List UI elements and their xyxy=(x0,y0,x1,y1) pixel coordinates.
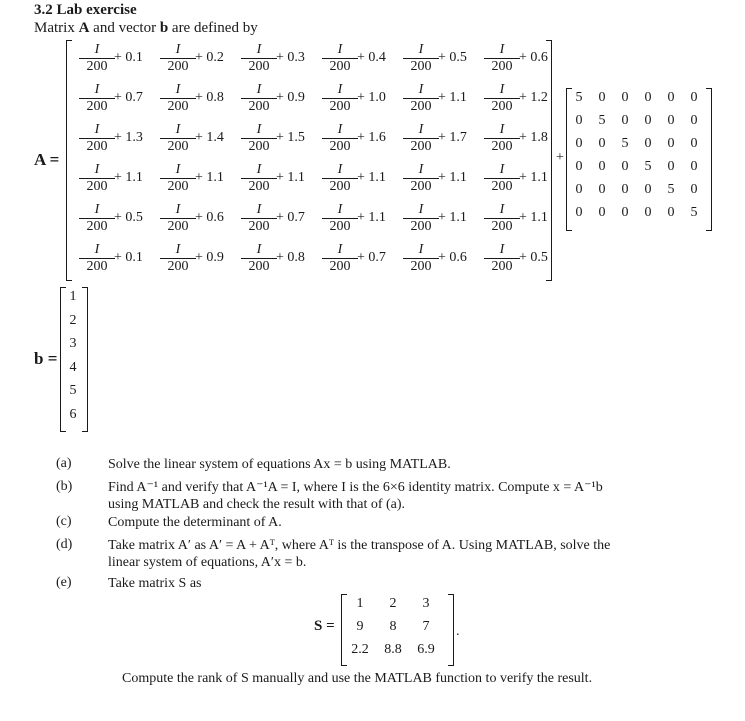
matrix-a-addend: + 0.6 xyxy=(438,250,467,265)
fraction-numerator: I xyxy=(337,82,343,97)
matrix-a-entry xyxy=(479,82,559,122)
matrix-plus-sign: + xyxy=(556,150,564,165)
matrix-a-fraction xyxy=(322,122,358,154)
diag-matrix-cell: 0 xyxy=(667,113,675,128)
matrix-a-addend: + 1.1 xyxy=(195,170,224,185)
fraction-denominator: 200 xyxy=(410,139,432,154)
matrix-a-addend: + 0.7 xyxy=(276,210,305,225)
fraction-numerator: I xyxy=(418,122,424,137)
matrix-s-period: . xyxy=(456,624,460,639)
fraction-denominator: 200 xyxy=(410,179,432,194)
fraction-numerator: I xyxy=(256,162,262,177)
matrix-a-addend: + 1.5 xyxy=(276,130,305,145)
matrix-a-addend: + 0.7 xyxy=(357,250,386,265)
fraction-numerator: I xyxy=(337,162,343,177)
fraction-denominator: 200 xyxy=(248,179,270,194)
fraction-denominator: 200 xyxy=(86,219,108,234)
fraction-denominator: 200 xyxy=(410,259,432,274)
matrix-a-fraction xyxy=(79,42,115,74)
fraction-numerator: I xyxy=(175,242,181,257)
matrix-a-entry xyxy=(479,122,559,162)
question-text-line: Take matrix A′ as A′ = A + Aᵀ, where Aᵀ is the transpose of A. Using MATLAB, solve the xyxy=(108,538,611,553)
fraction-numerator: I xyxy=(418,202,424,217)
matrix-a-fraction xyxy=(160,122,196,154)
vector-b-entry: 3 xyxy=(69,336,77,351)
matrix-a-addend: + 0.8 xyxy=(276,250,305,265)
diag-matrix-cell: 0 xyxy=(598,159,606,174)
diag-matrix-cell: 0 xyxy=(621,159,629,174)
fraction-denominator: 200 xyxy=(86,139,108,154)
fraction-denominator: 200 xyxy=(410,99,432,114)
matrix-a-fraction xyxy=(484,242,520,274)
diag-matrix-cell: 0 xyxy=(667,159,675,174)
matrix-a-addend: + 1.1 xyxy=(438,90,467,105)
question-text-line: Solve the linear system of equations Ax = b using MATLAB. xyxy=(108,457,451,472)
matrix-a-fraction xyxy=(484,42,520,74)
matrix-a-addend: + 0.6 xyxy=(519,50,548,65)
diag-matrix-cell: 0 xyxy=(644,136,652,151)
fraction-denominator: 200 xyxy=(86,99,108,114)
fraction-numerator: I xyxy=(94,202,100,217)
matrix-a-fraction xyxy=(241,42,277,74)
matrix-a-addend: + 1.0 xyxy=(357,90,386,105)
matrix-a-entry xyxy=(479,162,559,202)
fraction-numerator: I xyxy=(499,202,505,217)
fraction-denominator: 200 xyxy=(329,259,351,274)
fraction-denominator: 200 xyxy=(167,99,189,114)
fraction-denominator: 200 xyxy=(167,219,189,234)
question-text xyxy=(108,537,720,571)
matrix-a-addend: + 1.1 xyxy=(357,170,386,185)
matrix-a-fraction xyxy=(403,122,439,154)
matrix-a-fraction xyxy=(322,82,358,114)
matrix-a-fraction xyxy=(403,202,439,234)
matrix-a-entry xyxy=(155,202,235,242)
fraction-denominator: 200 xyxy=(167,259,189,274)
fraction-denominator: 200 xyxy=(86,179,108,194)
matrix-a-label: A = xyxy=(34,150,60,169)
matrix-a-left-bracket xyxy=(66,40,72,281)
diag-matrix-cell: 0 xyxy=(644,113,652,128)
diag-matrix-cell: 0 xyxy=(575,113,583,128)
fraction-numerator: I xyxy=(337,242,343,257)
matrix-a-addend: + 0.6 xyxy=(195,210,224,225)
diag-matrix-cell: 5 xyxy=(667,182,675,197)
matrix-a-fraction xyxy=(79,242,115,274)
fraction-numerator: I xyxy=(418,82,424,97)
vector-b-entry: 5 xyxy=(69,383,77,398)
fraction-numerator: I xyxy=(94,82,100,97)
question-label: (d) xyxy=(56,537,73,552)
matrix-a-fraction xyxy=(484,202,520,234)
fraction-numerator: I xyxy=(337,202,343,217)
question-label: (c) xyxy=(56,514,72,529)
matrix-a-fraction xyxy=(403,242,439,274)
matrix-a-entry xyxy=(236,242,316,282)
matrix-a-entry xyxy=(317,242,397,282)
matrix-a-entry xyxy=(236,122,316,162)
matrix-a-entry xyxy=(398,202,478,242)
diag-matrix-cell: 0 xyxy=(667,90,675,105)
fraction-numerator: I xyxy=(256,82,262,97)
fraction-numerator: I xyxy=(94,122,100,137)
intro-suffix: are defined by xyxy=(171,20,258,36)
fraction-denominator: 200 xyxy=(248,99,270,114)
matrix-a-addend: + 1.7 xyxy=(438,130,467,145)
matrix-a-addend: + 0.5 xyxy=(519,250,548,265)
fraction-numerator: I xyxy=(94,242,100,257)
fraction-numerator: I xyxy=(337,122,343,137)
fraction-numerator: I xyxy=(175,202,181,217)
matrix-a-entry xyxy=(236,162,316,202)
vector-b-entry: 4 xyxy=(69,359,77,375)
diag-matrix-cell: 0 xyxy=(667,205,675,220)
diag-matrix-cell: 0 xyxy=(690,159,698,174)
fraction-denominator: 200 xyxy=(491,139,513,154)
fraction-denominator: 200 xyxy=(86,59,108,74)
matrix-a-addend: + 1.1 xyxy=(357,210,386,225)
matrix-a-fraction xyxy=(79,202,115,234)
diag-matrix-cell: 0 xyxy=(575,159,583,174)
matrix-a-fraction xyxy=(241,122,277,154)
matrix-a-addend: + 0.8 xyxy=(195,90,224,105)
fraction-denominator: 200 xyxy=(329,99,351,114)
matrix-a-fraction xyxy=(322,242,358,274)
diag-matrix-cell: 0 xyxy=(598,136,606,151)
matrix-s-cell: 8.8 xyxy=(384,642,402,657)
diag-matrix-cell: 0 xyxy=(644,90,652,105)
matrix-a-addend: + 0.9 xyxy=(276,90,305,105)
intro-vector-name: b xyxy=(159,20,169,36)
matrix-s-cell: 1 xyxy=(356,596,364,611)
matrix-a-fraction xyxy=(241,242,277,274)
matrix-a-fraction xyxy=(160,202,196,234)
matrix-a-entry xyxy=(155,122,235,162)
matrix-a-addend: + 0.3 xyxy=(276,50,305,65)
vector-b-entry: 2 xyxy=(69,312,77,328)
matrix-a-addend: + 0.2 xyxy=(195,50,224,65)
matrix-s-cell: 6.9 xyxy=(417,642,435,657)
matrix-s-right-bracket xyxy=(448,594,454,666)
matrix-a-fraction xyxy=(403,82,439,114)
matrix-a-fraction xyxy=(160,162,196,194)
matrix-a-fraction xyxy=(241,162,277,194)
diag-matrix-cell: 0 xyxy=(690,90,698,105)
question-text xyxy=(108,514,720,531)
matrix-a-entry xyxy=(317,202,397,242)
matrix-a-entry xyxy=(317,42,397,82)
fraction-numerator: I xyxy=(418,162,424,177)
section-title: 3.2 Lab exercise xyxy=(34,2,137,18)
matrix-a-entry xyxy=(74,242,154,282)
fraction-denominator: 200 xyxy=(410,219,432,234)
intro-prefix: Matrix xyxy=(34,20,75,36)
matrix-a-addend: + 0.7 xyxy=(114,90,143,105)
fraction-numerator: I xyxy=(256,42,262,57)
matrix-a-addend: + 1.1 xyxy=(438,170,467,185)
fraction-denominator: 200 xyxy=(491,259,513,274)
matrix-a-entry xyxy=(479,242,559,282)
diag-matrix-cell: 5 xyxy=(598,113,606,128)
matrix-a-addend: + 1.2 xyxy=(519,90,548,105)
matrix-a-fraction xyxy=(79,122,115,154)
matrix-s-cell: 7 xyxy=(422,619,430,634)
matrix-a-fraction xyxy=(79,82,115,114)
matrix-a-addend: + 0.5 xyxy=(438,50,467,65)
fraction-numerator: I xyxy=(418,42,424,57)
fraction-denominator: 200 xyxy=(329,179,351,194)
matrix-a-fraction xyxy=(160,42,196,74)
fraction-numerator: I xyxy=(499,82,505,97)
fraction-denominator: 200 xyxy=(167,179,189,194)
matrix-a-entry xyxy=(236,82,316,122)
matrix-a-addend: + 0.1 xyxy=(114,250,143,265)
matrix-a-entry xyxy=(398,162,478,202)
diag-matrix-cell: 5 xyxy=(575,90,583,105)
diag-matrix-cell: 0 xyxy=(690,136,698,151)
matrix-s-cell: 2 xyxy=(389,596,397,611)
matrix-a-addend: + 1.1 xyxy=(519,210,548,225)
fraction-denominator: 200 xyxy=(248,59,270,74)
diag-matrix-cell: 0 xyxy=(644,205,652,220)
matrix-s-cell: 8 xyxy=(389,619,397,634)
matrix-a-entry xyxy=(74,42,154,82)
matrix-a-fraction xyxy=(484,122,520,154)
diag-matrix-cell: 5 xyxy=(621,136,629,151)
diag-matrix-cell: 0 xyxy=(621,113,629,128)
intro-matrix-name: A xyxy=(78,20,90,36)
diag-matrix-cell: 0 xyxy=(644,182,652,197)
fraction-numerator: I xyxy=(256,202,262,217)
question-text-line: using MATLAB and check the result with that of (a). xyxy=(108,497,406,512)
fraction-denominator: 200 xyxy=(491,219,513,234)
matrix-a-addend: + 1.1 xyxy=(114,170,143,185)
fraction-denominator: 200 xyxy=(248,139,270,154)
matrix-a-entry xyxy=(398,42,478,82)
fraction-denominator: 200 xyxy=(248,259,270,274)
matrix-a-fraction xyxy=(322,42,358,74)
diag-matrix-cell: 0 xyxy=(575,205,583,220)
fraction-denominator: 200 xyxy=(410,59,432,74)
matrix-a-addend: + 0.1 xyxy=(114,50,143,65)
matrix-a-entry xyxy=(479,202,559,242)
matrix-a-entry xyxy=(155,242,235,282)
matrix-s-cell: 2.2 xyxy=(351,642,369,657)
question-text-line: linear system of equations, A′x = b. xyxy=(108,555,307,570)
matrix-a-entry xyxy=(317,162,397,202)
matrix-a-fraction xyxy=(160,242,196,274)
question-text-line: Find A⁻¹ and verify that A⁻¹A = I, where I is the 6×6 identity matrix. Compute x = A⁻¹b xyxy=(108,480,603,495)
vector-b-entry: 6 xyxy=(69,406,77,422)
matrix-a-addend: + 1.4 xyxy=(195,130,224,145)
matrix-a-addend: + 1.1 xyxy=(519,170,548,185)
diag-matrix-cell: 5 xyxy=(690,205,698,220)
matrix-a-entry xyxy=(236,202,316,242)
fraction-denominator: 200 xyxy=(491,99,513,114)
question-text xyxy=(108,456,720,473)
question-label: (a) xyxy=(56,456,72,471)
matrix-a-entry xyxy=(74,202,154,242)
fraction-numerator: I xyxy=(499,122,505,137)
matrix-a-entry xyxy=(398,242,478,282)
diag-matrix-cell: 5 xyxy=(644,159,652,174)
matrix-s-cell: 9 xyxy=(356,619,364,634)
diag-matrix-right-bracket xyxy=(706,88,712,231)
diag-matrix-cell: 0 xyxy=(598,182,606,197)
diag-matrix-cell: 0 xyxy=(621,90,629,105)
question-text-line: Compute the determinant of A. xyxy=(108,515,282,530)
fraction-numerator: I xyxy=(94,42,100,57)
matrix-a-fraction xyxy=(403,42,439,74)
diag-matrix-cell: 0 xyxy=(690,113,698,128)
vector-b-entry: 1 xyxy=(69,289,77,304)
question-label: (e) xyxy=(56,575,72,590)
question-text-line: Take matrix S as xyxy=(108,576,202,591)
matrix-a-entry xyxy=(398,122,478,162)
matrix-s-label: S = xyxy=(314,618,335,634)
fraction-numerator: I xyxy=(337,42,343,57)
matrix-a-addend: + 1.3 xyxy=(114,130,143,145)
fraction-denominator: 200 xyxy=(86,259,108,274)
matrix-a-fraction xyxy=(79,162,115,194)
fraction-numerator: I xyxy=(256,122,262,137)
fraction-numerator: I xyxy=(175,122,181,137)
closing-instruction: Compute the rank of S manually and use the MATLAB function to verify the result. xyxy=(122,671,593,686)
fraction-numerator: I xyxy=(499,162,505,177)
matrix-a-entry xyxy=(479,42,559,82)
fraction-numerator: I xyxy=(418,242,424,257)
fraction-denominator: 200 xyxy=(167,59,189,74)
matrix-s-cell: 3 xyxy=(422,596,430,611)
matrix-a-entry xyxy=(155,82,235,122)
diag-matrix-cell: 0 xyxy=(575,136,583,151)
question-text xyxy=(108,575,720,592)
fraction-denominator: 200 xyxy=(248,219,270,234)
matrix-a-fraction xyxy=(484,162,520,194)
diag-matrix-cell: 0 xyxy=(598,205,606,220)
matrix-a-entry xyxy=(74,122,154,162)
diag-matrix-cell: 0 xyxy=(621,205,629,220)
matrix-a-fraction xyxy=(322,202,358,234)
matrix-a-entry xyxy=(155,162,235,202)
matrix-a-fraction xyxy=(403,162,439,194)
diag-matrix-cell: 0 xyxy=(621,182,629,197)
fraction-numerator: I xyxy=(499,242,505,257)
question-label: (b) xyxy=(56,479,73,494)
matrix-a-addend: + 0.9 xyxy=(195,250,224,265)
fraction-denominator: 200 xyxy=(329,219,351,234)
fraction-numerator: I xyxy=(256,242,262,257)
matrix-a-addend: + 0.5 xyxy=(114,210,143,225)
fraction-numerator: I xyxy=(175,82,181,97)
matrix-a-entry xyxy=(155,42,235,82)
matrix-a-fraction xyxy=(160,82,196,114)
fraction-numerator: I xyxy=(175,162,181,177)
diag-matrix-cell: 0 xyxy=(598,90,606,105)
matrix-a-entry xyxy=(74,162,154,202)
fraction-denominator: 200 xyxy=(491,59,513,74)
matrix-a-addend: + 1.8 xyxy=(519,130,548,145)
question-text xyxy=(108,479,720,513)
matrix-a-entry xyxy=(317,122,397,162)
fraction-denominator: 200 xyxy=(167,139,189,154)
matrix-a-entry xyxy=(398,82,478,122)
matrix-a-addend: + 1.1 xyxy=(438,210,467,225)
intro-middle: and vector xyxy=(93,20,157,36)
matrix-a-fraction xyxy=(241,202,277,234)
diag-matrix-cell: 0 xyxy=(690,182,698,197)
fraction-denominator: 200 xyxy=(491,179,513,194)
matrix-a-fraction xyxy=(484,82,520,114)
matrix-a-addend: + 1.1 xyxy=(276,170,305,185)
fraction-denominator: 200 xyxy=(329,139,351,154)
fraction-numerator: I xyxy=(499,42,505,57)
diag-matrix-cell: 0 xyxy=(575,182,583,197)
fraction-numerator: I xyxy=(175,42,181,57)
fraction-denominator: 200 xyxy=(329,59,351,74)
matrix-a-entry xyxy=(317,82,397,122)
diag-matrix-cell: 0 xyxy=(667,136,675,151)
fraction-numerator: I xyxy=(94,162,100,177)
matrix-a-entry xyxy=(74,82,154,122)
matrix-a-addend: + 1.6 xyxy=(357,130,386,145)
matrix-a-addend: + 0.4 xyxy=(357,50,386,65)
matrix-a-fraction xyxy=(322,162,358,194)
vector-b-label: b = xyxy=(34,349,58,368)
intro-text xyxy=(34,20,258,37)
matrix-a-fraction xyxy=(241,82,277,114)
matrix-a-entry xyxy=(236,42,316,82)
